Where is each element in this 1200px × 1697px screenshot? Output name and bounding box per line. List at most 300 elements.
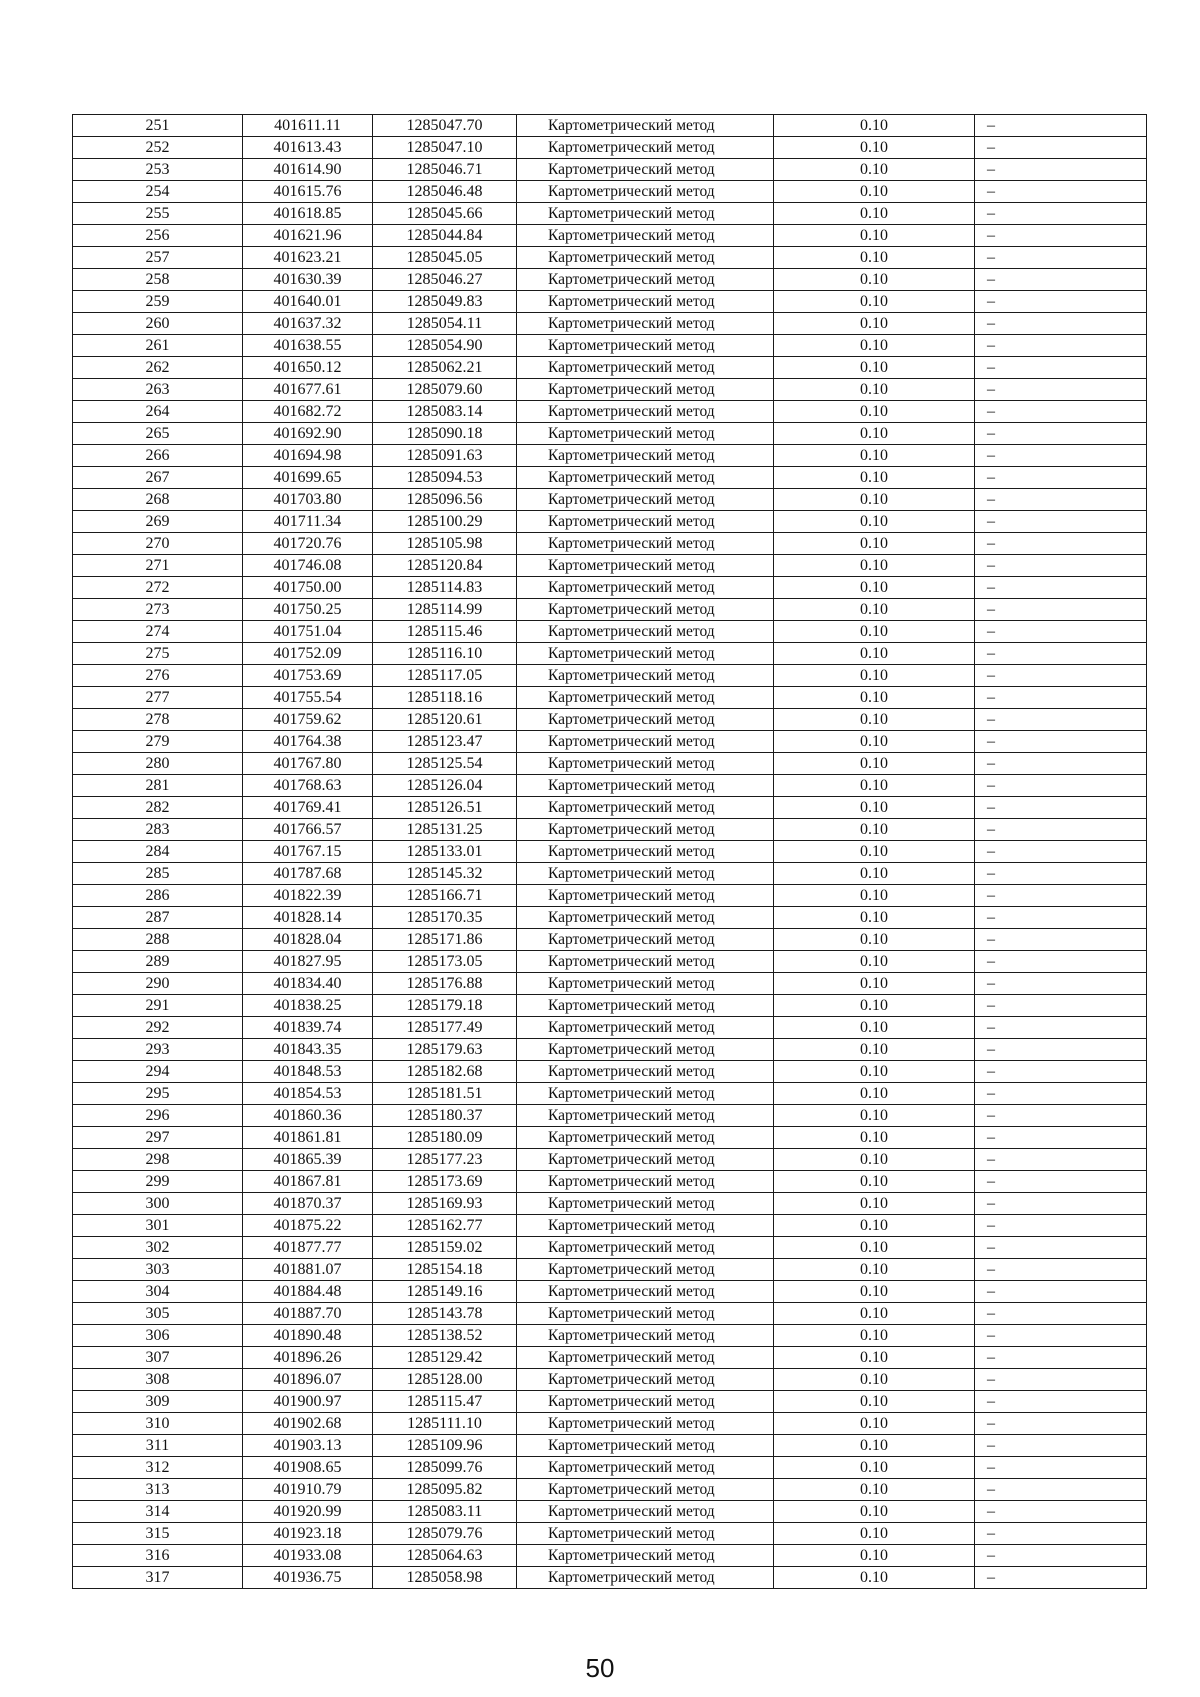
description-cell: – — [975, 753, 1147, 775]
accuracy-cell: 0.10 — [774, 995, 975, 1017]
accuracy-cell: 0.10 — [774, 1435, 975, 1457]
table-row — [73, 247, 1147, 269]
method-cell: Картометрический метод — [517, 643, 774, 665]
x-coordinate-cell: 401854.53 — [243, 1083, 373, 1105]
y-coordinate-cell: 1285169.93 — [373, 1193, 517, 1215]
method-cell: Картометрический метод — [517, 511, 774, 533]
method-cell: Картометрический метод — [517, 137, 774, 159]
description-cell: – — [975, 357, 1147, 379]
y-coordinate-cell: 1285100.29 — [373, 511, 517, 533]
accuracy-cell: 0.10 — [774, 1149, 975, 1171]
method-cell: Картометрический метод — [517, 1281, 774, 1303]
x-coordinate-cell: 401908.65 — [243, 1457, 373, 1479]
point-number-cell: 251 — [73, 115, 243, 137]
point-number-cell: 258 — [73, 269, 243, 291]
x-coordinate-cell: 401766.57 — [243, 819, 373, 841]
point-number-cell: 255 — [73, 203, 243, 225]
y-coordinate-cell: 1285143.78 — [373, 1303, 517, 1325]
description-cell: – — [975, 687, 1147, 709]
point-number-cell: 278 — [73, 709, 243, 731]
description-cell: – — [975, 533, 1147, 555]
method-cell: Картометрический метод — [517, 1369, 774, 1391]
point-number-cell: 270 — [73, 533, 243, 555]
y-coordinate-cell: 1285180.09 — [373, 1127, 517, 1149]
accuracy-cell: 0.10 — [774, 225, 975, 247]
point-number-cell: 297 — [73, 1127, 243, 1149]
point-number-cell: 308 — [73, 1369, 243, 1391]
description-cell: – — [975, 1193, 1147, 1215]
description-cell: – — [975, 1083, 1147, 1105]
point-number-cell: 272 — [73, 577, 243, 599]
point-number-cell: 276 — [73, 665, 243, 687]
point-number-cell: 277 — [73, 687, 243, 709]
accuracy-cell: 0.10 — [774, 291, 975, 313]
description-cell: – — [975, 379, 1147, 401]
table-row — [73, 137, 1147, 159]
table-row — [73, 1083, 1147, 1105]
point-number-cell: 256 — [73, 225, 243, 247]
point-number-cell: 274 — [73, 621, 243, 643]
table-row — [73, 511, 1147, 533]
description-cell: – — [975, 555, 1147, 577]
page-number: 50 — [585, 1653, 615, 1683]
accuracy-cell: 0.10 — [774, 775, 975, 797]
accuracy-cell: 0.10 — [774, 1083, 975, 1105]
y-coordinate-cell: 1285179.63 — [373, 1039, 517, 1061]
y-coordinate-cell: 1285047.70 — [373, 115, 517, 137]
x-coordinate-cell: 401839.74 — [243, 1017, 373, 1039]
table-row — [73, 687, 1147, 709]
accuracy-cell: 0.10 — [774, 1391, 975, 1413]
accuracy-cell: 0.10 — [774, 313, 975, 335]
accuracy-cell: 0.10 — [774, 1501, 975, 1523]
description-cell: – — [975, 1545, 1147, 1567]
method-cell: Картометрический метод — [517, 1127, 774, 1149]
x-coordinate-cell: 401902.68 — [243, 1413, 373, 1435]
table-row — [73, 973, 1147, 995]
accuracy-cell: 0.10 — [774, 863, 975, 885]
description-cell: – — [975, 951, 1147, 973]
point-number-cell: 260 — [73, 313, 243, 335]
table-row — [73, 1325, 1147, 1347]
table-row — [73, 929, 1147, 951]
point-number-cell: 317 — [73, 1567, 243, 1589]
accuracy-cell: 0.10 — [774, 1369, 975, 1391]
accuracy-cell: 0.10 — [774, 643, 975, 665]
accuracy-cell: 0.10 — [774, 665, 975, 687]
accuracy-cell: 0.10 — [774, 1259, 975, 1281]
x-coordinate-cell: 401896.07 — [243, 1369, 373, 1391]
x-coordinate-cell: 401900.97 — [243, 1391, 373, 1413]
y-coordinate-cell: 1285044.84 — [373, 225, 517, 247]
point-number-cell: 316 — [73, 1545, 243, 1567]
x-coordinate-cell: 401887.70 — [243, 1303, 373, 1325]
accuracy-cell: 0.10 — [774, 445, 975, 467]
method-cell: Картометрический метод — [517, 885, 774, 907]
y-coordinate-cell: 1285114.83 — [373, 577, 517, 599]
method-cell: Картометрический метод — [517, 1149, 774, 1171]
x-coordinate-cell: 401860.36 — [243, 1105, 373, 1127]
method-cell: Картометрический метод — [517, 753, 774, 775]
y-coordinate-cell: 1285123.47 — [373, 731, 517, 753]
table-row — [73, 709, 1147, 731]
point-number-cell: 279 — [73, 731, 243, 753]
description-cell: – — [975, 621, 1147, 643]
accuracy-cell: 0.10 — [774, 1061, 975, 1083]
description-cell: – — [975, 1105, 1147, 1127]
table-row — [73, 1545, 1147, 1567]
point-number-cell: 284 — [73, 841, 243, 863]
table-row — [73, 1391, 1147, 1413]
point-number-cell: 271 — [73, 555, 243, 577]
y-coordinate-cell: 1285045.05 — [373, 247, 517, 269]
point-number-cell: 310 — [73, 1413, 243, 1435]
point-number-cell: 293 — [73, 1039, 243, 1061]
x-coordinate-cell: 401903.13 — [243, 1435, 373, 1457]
table-row — [73, 1237, 1147, 1259]
method-cell: Картометрический метод — [517, 577, 774, 599]
accuracy-cell: 0.10 — [774, 1303, 975, 1325]
accuracy-cell: 0.10 — [774, 599, 975, 621]
y-coordinate-cell: 1285109.96 — [373, 1435, 517, 1457]
x-coordinate-cell: 401630.39 — [243, 269, 373, 291]
table-row — [73, 489, 1147, 511]
y-coordinate-cell: 1285171.86 — [373, 929, 517, 951]
accuracy-cell: 0.10 — [774, 203, 975, 225]
description-cell: – — [975, 115, 1147, 137]
accuracy-cell: 0.10 — [774, 533, 975, 555]
description-cell: – — [975, 775, 1147, 797]
description-cell: – — [975, 863, 1147, 885]
method-cell: Картометрический метод — [517, 423, 774, 445]
y-coordinate-cell: 1285182.68 — [373, 1061, 517, 1083]
method-cell: Картометрический метод — [517, 269, 774, 291]
point-number-cell: 280 — [73, 753, 243, 775]
method-cell: Картометрический метод — [517, 863, 774, 885]
method-cell: Картометрический метод — [517, 1193, 774, 1215]
x-coordinate-cell: 401834.40 — [243, 973, 373, 995]
accuracy-cell: 0.10 — [774, 269, 975, 291]
description-cell: – — [975, 1039, 1147, 1061]
x-coordinate-cell: 401751.04 — [243, 621, 373, 643]
table-row — [73, 335, 1147, 357]
method-cell: Картометрический метод — [517, 1457, 774, 1479]
accuracy-cell: 0.10 — [774, 621, 975, 643]
method-cell: Картометрический метод — [517, 775, 774, 797]
y-coordinate-cell: 1285046.71 — [373, 159, 517, 181]
description-cell: – — [975, 1567, 1147, 1589]
x-coordinate-cell: 401848.53 — [243, 1061, 373, 1083]
accuracy-cell: 0.10 — [774, 1347, 975, 1369]
y-coordinate-cell: 1285094.53 — [373, 467, 517, 489]
description-cell: – — [975, 489, 1147, 511]
accuracy-cell: 0.10 — [774, 1127, 975, 1149]
accuracy-cell: 0.10 — [774, 511, 975, 533]
point-number-cell: 306 — [73, 1325, 243, 1347]
x-coordinate-cell: 401822.39 — [243, 885, 373, 907]
y-coordinate-cell: 1285083.14 — [373, 401, 517, 423]
description-cell: – — [975, 885, 1147, 907]
method-cell: Картометрический метод — [517, 1523, 774, 1545]
method-cell: Картометрический метод — [517, 1413, 774, 1435]
x-coordinate-cell: 401767.80 — [243, 753, 373, 775]
method-cell: Картометрический метод — [517, 1479, 774, 1501]
accuracy-cell: 0.10 — [774, 687, 975, 709]
point-number-cell: 309 — [73, 1391, 243, 1413]
accuracy-cell: 0.10 — [774, 159, 975, 181]
x-coordinate-cell: 401753.69 — [243, 665, 373, 687]
table-row — [73, 753, 1147, 775]
accuracy-cell: 0.10 — [774, 379, 975, 401]
description-cell: – — [975, 1457, 1147, 1479]
point-number-cell: 273 — [73, 599, 243, 621]
point-number-cell: 254 — [73, 181, 243, 203]
accuracy-cell: 0.10 — [774, 423, 975, 445]
point-number-cell: 296 — [73, 1105, 243, 1127]
accuracy-cell: 0.10 — [774, 137, 975, 159]
accuracy-cell: 0.10 — [774, 929, 975, 951]
x-coordinate-cell: 401838.25 — [243, 995, 373, 1017]
accuracy-cell: 0.10 — [774, 1545, 975, 1567]
description-cell: – — [975, 1435, 1147, 1457]
table-row — [73, 885, 1147, 907]
y-coordinate-cell: 1285115.47 — [373, 1391, 517, 1413]
table-row — [73, 159, 1147, 181]
y-coordinate-cell: 1285049.83 — [373, 291, 517, 313]
method-cell: Картометрический метод — [517, 1039, 774, 1061]
accuracy-cell: 0.10 — [774, 1237, 975, 1259]
description-cell: – — [975, 1501, 1147, 1523]
method-cell: Картометрический метод — [517, 401, 774, 423]
accuracy-cell: 0.10 — [774, 731, 975, 753]
accuracy-cell: 0.10 — [774, 1281, 975, 1303]
method-cell: Картометрический метод — [517, 1171, 774, 1193]
x-coordinate-cell: 401769.41 — [243, 797, 373, 819]
y-coordinate-cell: 1285126.04 — [373, 775, 517, 797]
accuracy-cell: 0.10 — [774, 401, 975, 423]
x-coordinate-cell: 401720.76 — [243, 533, 373, 555]
y-coordinate-cell: 1285173.05 — [373, 951, 517, 973]
table-row — [73, 269, 1147, 291]
point-number-cell: 287 — [73, 907, 243, 929]
x-coordinate-cell: 401750.00 — [243, 577, 373, 599]
table-row — [73, 1347, 1147, 1369]
method-cell: Картометрический метод — [517, 203, 774, 225]
y-coordinate-cell: 1285116.10 — [373, 643, 517, 665]
description-cell: – — [975, 203, 1147, 225]
accuracy-cell: 0.10 — [774, 467, 975, 489]
point-number-cell: 281 — [73, 775, 243, 797]
point-number-cell: 312 — [73, 1457, 243, 1479]
y-coordinate-cell: 1285045.66 — [373, 203, 517, 225]
method-cell: Картометрический метод — [517, 841, 774, 863]
x-coordinate-cell: 401759.62 — [243, 709, 373, 731]
method-cell: Картометрический метод — [517, 1435, 774, 1457]
y-coordinate-cell: 1285095.82 — [373, 1479, 517, 1501]
method-cell: Картометрический метод — [517, 907, 774, 929]
x-coordinate-cell: 401694.98 — [243, 445, 373, 467]
accuracy-cell: 0.10 — [774, 577, 975, 599]
table-row — [73, 1171, 1147, 1193]
y-coordinate-cell: 1285079.60 — [373, 379, 517, 401]
method-cell: Картометрический метод — [517, 621, 774, 643]
table-row — [73, 203, 1147, 225]
point-number-cell: 252 — [73, 137, 243, 159]
y-coordinate-cell: 1285181.51 — [373, 1083, 517, 1105]
method-cell: Картометрический метод — [517, 731, 774, 753]
y-coordinate-cell: 1285120.84 — [373, 555, 517, 577]
accuracy-cell: 0.10 — [774, 1413, 975, 1435]
y-coordinate-cell: 1285177.23 — [373, 1149, 517, 1171]
table-row — [73, 665, 1147, 687]
table-row — [73, 423, 1147, 445]
y-coordinate-cell: 1285162.77 — [373, 1215, 517, 1237]
method-cell: Картометрический метод — [517, 687, 774, 709]
description-cell: – — [975, 995, 1147, 1017]
point-number-cell: 288 — [73, 929, 243, 951]
description-cell: – — [975, 665, 1147, 687]
table-row — [73, 621, 1147, 643]
description-cell: – — [975, 1171, 1147, 1193]
table-row — [73, 907, 1147, 929]
x-coordinate-cell: 401618.85 — [243, 203, 373, 225]
y-coordinate-cell: 1285117.05 — [373, 665, 517, 687]
method-cell: Картометрический метод — [517, 1017, 774, 1039]
method-cell: Картометрический метод — [517, 951, 774, 973]
table-row — [73, 1523, 1147, 1545]
y-coordinate-cell: 1285090.18 — [373, 423, 517, 445]
point-number-cell: 301 — [73, 1215, 243, 1237]
y-coordinate-cell: 1285154.18 — [373, 1259, 517, 1281]
table-row — [73, 181, 1147, 203]
description-cell: – — [975, 1149, 1147, 1171]
x-coordinate-cell: 401638.55 — [243, 335, 373, 357]
description-cell: – — [975, 599, 1147, 621]
x-coordinate-cell: 401896.26 — [243, 1347, 373, 1369]
accuracy-cell: 0.10 — [774, 1567, 975, 1589]
method-cell: Картометрический метод — [517, 797, 774, 819]
y-coordinate-cell: 1285099.76 — [373, 1457, 517, 1479]
point-number-cell: 311 — [73, 1435, 243, 1457]
table-row — [73, 533, 1147, 555]
table-row — [73, 1457, 1147, 1479]
y-coordinate-cell: 1285047.10 — [373, 137, 517, 159]
point-number-cell: 294 — [73, 1061, 243, 1083]
y-coordinate-cell: 1285118.16 — [373, 687, 517, 709]
method-cell: Картометрический метод — [517, 665, 774, 687]
method-cell: Картометрический метод — [517, 489, 774, 511]
description-cell: – — [975, 159, 1147, 181]
point-number-cell: 282 — [73, 797, 243, 819]
table-row — [73, 1039, 1147, 1061]
accuracy-cell: 0.10 — [774, 797, 975, 819]
accuracy-cell: 0.10 — [774, 1017, 975, 1039]
description-cell: – — [975, 643, 1147, 665]
x-coordinate-cell: 401650.12 — [243, 357, 373, 379]
method-cell: Картометрический метод — [517, 467, 774, 489]
method-cell: Картометрический метод — [517, 929, 774, 951]
table-row — [73, 819, 1147, 841]
x-coordinate-cell: 401746.08 — [243, 555, 373, 577]
table-row — [73, 841, 1147, 863]
x-coordinate-cell: 401615.76 — [243, 181, 373, 203]
table-row — [73, 1127, 1147, 1149]
point-number-cell: 303 — [73, 1259, 243, 1281]
description-cell: – — [975, 1259, 1147, 1281]
description-cell: – — [975, 401, 1147, 423]
method-cell: Картометрический метод — [517, 599, 774, 621]
y-coordinate-cell: 1285126.51 — [373, 797, 517, 819]
y-coordinate-cell: 1285176.88 — [373, 973, 517, 995]
description-cell: – — [975, 1237, 1147, 1259]
point-number-cell: 302 — [73, 1237, 243, 1259]
method-cell: Картометрический метод — [517, 181, 774, 203]
table-row — [73, 1435, 1147, 1457]
method-cell: Картометрический метод — [517, 1215, 774, 1237]
point-number-cell: 313 — [73, 1479, 243, 1501]
x-coordinate-cell: 401767.15 — [243, 841, 373, 863]
y-coordinate-cell: 1285083.11 — [373, 1501, 517, 1523]
x-coordinate-cell: 401621.96 — [243, 225, 373, 247]
table-row — [73, 115, 1147, 137]
method-cell: Картометрический метод — [517, 819, 774, 841]
method-cell: Картометрический метод — [517, 335, 774, 357]
point-number-cell: 304 — [73, 1281, 243, 1303]
description-cell: – — [975, 731, 1147, 753]
y-coordinate-cell: 1285173.69 — [373, 1171, 517, 1193]
x-coordinate-cell: 401920.99 — [243, 1501, 373, 1523]
description-cell: – — [975, 1347, 1147, 1369]
x-coordinate-cell: 401877.77 — [243, 1237, 373, 1259]
y-coordinate-cell: 1285079.76 — [373, 1523, 517, 1545]
x-coordinate-cell: 401755.54 — [243, 687, 373, 709]
description-cell: – — [975, 973, 1147, 995]
table-row — [73, 379, 1147, 401]
description-cell: – — [975, 269, 1147, 291]
description-cell: – — [975, 1325, 1147, 1347]
table-row — [73, 797, 1147, 819]
accuracy-cell: 0.10 — [774, 1523, 975, 1545]
y-coordinate-cell: 1285054.90 — [373, 335, 517, 357]
method-cell: Картометрический метод — [517, 1259, 774, 1281]
description-cell: – — [975, 313, 1147, 335]
table-row — [73, 951, 1147, 973]
y-coordinate-cell: 1285177.49 — [373, 1017, 517, 1039]
point-number-cell: 253 — [73, 159, 243, 181]
point-number-cell: 307 — [73, 1347, 243, 1369]
description-cell: – — [975, 137, 1147, 159]
coordinates-table — [72, 114, 1147, 1589]
description-cell: – — [975, 907, 1147, 929]
description-cell: – — [975, 1303, 1147, 1325]
y-coordinate-cell: 1285159.02 — [373, 1237, 517, 1259]
x-coordinate-cell: 401637.32 — [243, 313, 373, 335]
table-row — [73, 775, 1147, 797]
description-cell: – — [975, 247, 1147, 269]
description-cell: – — [975, 797, 1147, 819]
method-cell: Картометрический метод — [517, 995, 774, 1017]
y-coordinate-cell: 1285064.63 — [373, 1545, 517, 1567]
table-row — [73, 1281, 1147, 1303]
description-cell: – — [975, 511, 1147, 533]
y-coordinate-cell: 1285096.56 — [373, 489, 517, 511]
method-cell: Картометрический метод — [517, 313, 774, 335]
x-coordinate-cell: 401843.35 — [243, 1039, 373, 1061]
method-cell: Картометрический метод — [517, 1325, 774, 1347]
point-number-cell: 305 — [73, 1303, 243, 1325]
method-cell: Картометрический метод — [517, 1347, 774, 1369]
y-coordinate-cell: 1285120.61 — [373, 709, 517, 731]
